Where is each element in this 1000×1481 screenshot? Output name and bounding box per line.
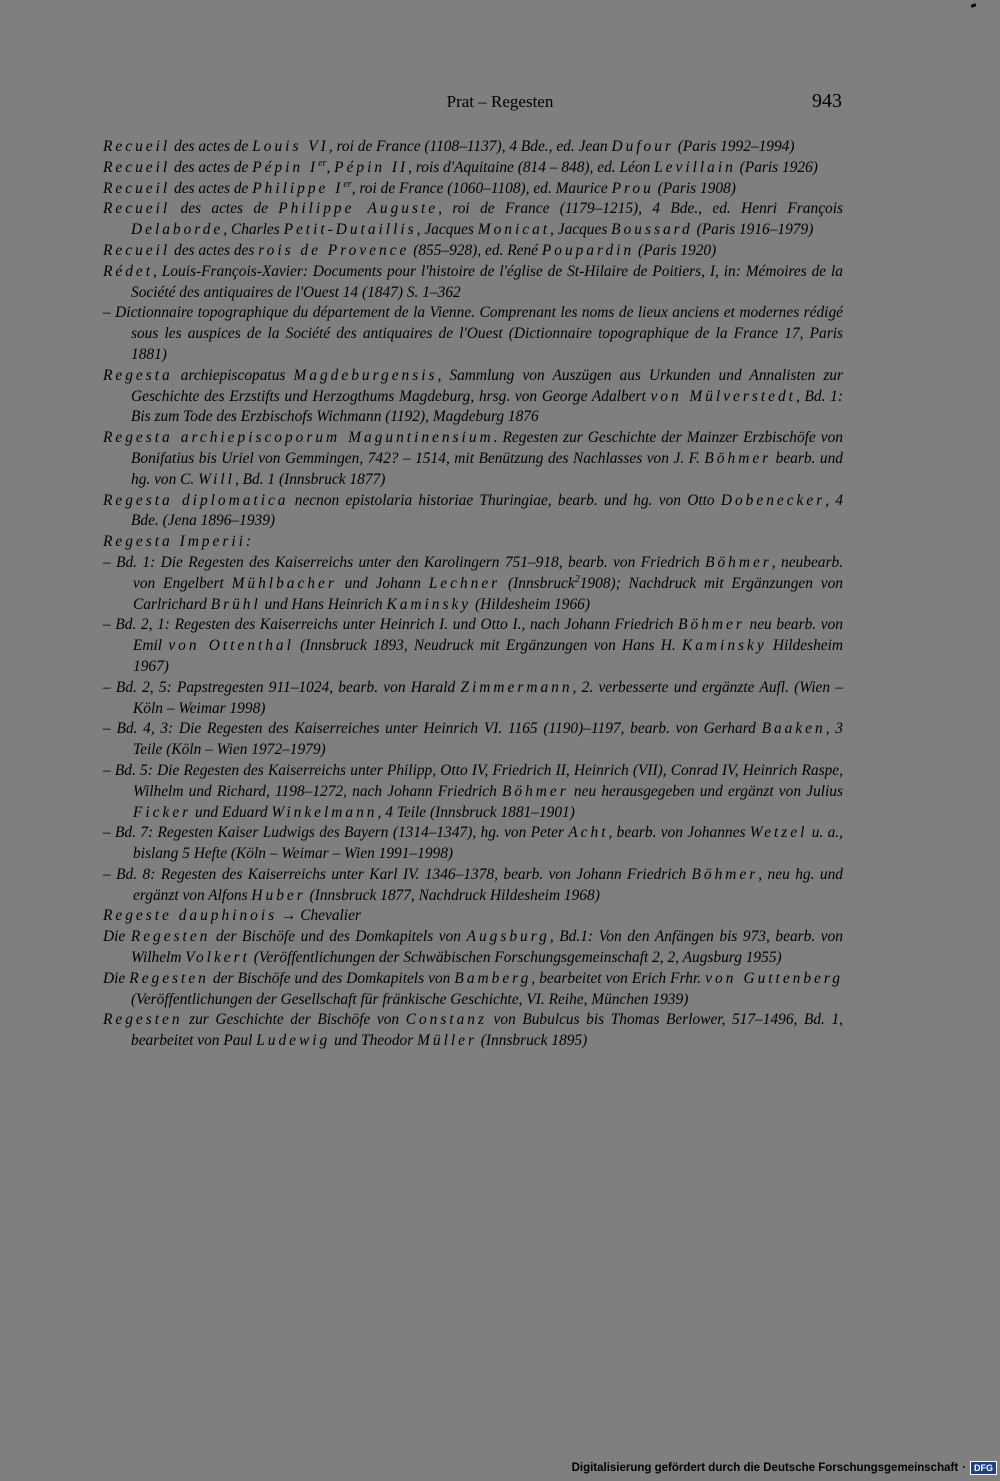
entry-text: (Innsbruck	[500, 574, 575, 592]
spaced-name: Wetzel	[749, 824, 808, 842]
spaced-name: Augsburg	[466, 928, 550, 946]
spaced-name: von Guttenberg	[705, 969, 843, 987]
bibliography-entry-provence	[103, 241, 843, 262]
entry-text: , 4 Bde. (Jena 1896–1939)	[131, 491, 844, 530]
entry-text: – Bd. 5: Die Regesten des Kaiserreichs unter Philipp, Otto IV, Friedrich II, Heinrich (VII), Conrad IV, Heinrich Raspe, Wilhelm und Richard, 1198–1272, nach Johann Friedrich	[103, 761, 843, 800]
entry-text: , 2. verbesserte und ergänzte Aufl. (Wien – Köln – Weimar 1998)	[133, 678, 843, 717]
entry-text: , neu hg. und ergänzt von Alfons	[133, 865, 843, 904]
spaced-name: Regesten	[129, 969, 209, 987]
entry-text: 1908); Nachdruck mit Ergänzungen von Carlrichard	[133, 574, 843, 613]
entry-text: – Bd. 4, 3: Die Regesten des Kaiserreiches unter Heinrich VI. 1165 (1190)–1197, bearb. von Gerhard	[103, 720, 762, 738]
entry-text: des actes de	[170, 200, 279, 218]
entry-text: Hildesheim 1967)	[133, 637, 844, 675]
spaced-name: Bamberg	[454, 969, 532, 987]
superscript: er	[343, 178, 352, 190]
entry-text: , bearbeitet von Erich Frhr.	[531, 969, 706, 987]
entry-text: necnon epistolaria historiae Thuringiae, bearb. und hg. von Otto	[288, 491, 721, 509]
spaced-name: Regesta	[103, 366, 173, 384]
entry-text: – Bd. 1: Die Regesten des Kaiserreichs unter den Karolingern 751–918, bearb. von Friedrich	[103, 553, 706, 571]
spaced-name: von Mülverstedt	[650, 387, 796, 405]
superscript: er	[318, 157, 327, 169]
entry-text: – Bd. 2, 5: Papstregesten 911–1024, bearb. von Harald	[103, 678, 461, 696]
entry-text: , roi de France (1060–1108), ed. Maurice	[351, 179, 612, 197]
superscript: 2	[574, 573, 580, 585]
spaced-name: Magdeburgensis	[293, 366, 438, 384]
spaced-name: rois de Provence	[258, 241, 410, 259]
entry-text: neu bearb. von Emil	[133, 616, 843, 655]
bibliography-entry-regesten-augsburg	[103, 927, 843, 969]
entry-text: (Veröffentlichungen der Gesellschaft für fränkische Geschichte, VI. Reihe, München 1939)	[131, 990, 689, 1008]
bibliography-entry-ri-2-1	[103, 615, 843, 677]
entry-text: (855–928), ed. René	[409, 241, 542, 259]
dfg-logo: DFG	[970, 1461, 997, 1475]
entry-text: , 3 Teile (Köln – Wien 1972–1979)	[133, 720, 844, 759]
footer-credit: Digitalisierung gefördert durch die Deutsche Forschungsgemeinschaft	[571, 1462, 959, 1474]
spaced-name: Böhmer	[704, 449, 772, 467]
entry-text: Die	[103, 928, 131, 946]
bibliography-entry-regeste-dauphinois	[103, 906, 843, 927]
spaced-name: Ludewig	[256, 1032, 331, 1050]
entry-text: → Chevalier	[277, 907, 361, 925]
bibliography-entry-pepin	[103, 158, 843, 179]
bibliography-entry-regesta-thuringiae	[103, 491, 843, 533]
entry-text: , 4 Teile (Innsbruck 1881–1901)	[377, 803, 575, 821]
spaced-name: Böhmer	[501, 782, 569, 800]
spaced-name: Ficker	[133, 803, 192, 821]
entry-text: Die	[103, 969, 130, 987]
entry-text: (Paris 1992–1994)	[673, 138, 795, 155]
spaced-name: Regeste dauphinois	[103, 907, 278, 925]
entry-text: (Paris 1926)	[735, 158, 818, 176]
spaced-name: Pépin I	[252, 158, 319, 176]
spaced-name: Huber	[251, 886, 306, 904]
entry-text: , Charles	[223, 221, 284, 239]
entry-text: – Bd. 8: Regesten des Kaiserreichs unter Karl IV. 1346–1378, bearb. von Johann Friedrich	[103, 865, 692, 883]
entry-text: des actes de	[170, 158, 253, 176]
entry-text: , Jacques	[550, 221, 612, 239]
entry-text: u. a., bislang 5 Hefte (Köln – Weimar – Wien 1991–1998)	[133, 824, 843, 863]
spaced-name: Recueil	[103, 158, 171, 176]
entry-text: des actes de	[170, 179, 253, 197]
spaced-name: Recueil	[103, 179, 171, 197]
entry-text: neu herausgegeben und ergänzt von Julius	[568, 782, 843, 800]
spaced-name: Pépin II	[334, 158, 409, 176]
spaced-name: Dobenecker	[720, 491, 826, 509]
spaced-name: Zimmermann	[460, 678, 573, 696]
entry-text: des actes de	[170, 138, 253, 155]
bibliography-entry-ri-8	[103, 865, 843, 907]
spaced-name: Rédet	[103, 262, 154, 280]
spaced-name: Kaminsky	[386, 595, 472, 613]
spaced-name: Böhmer	[678, 616, 745, 634]
spaced-name: Recueil	[103, 241, 171, 259]
entry-text: (Paris 1920)	[634, 241, 717, 259]
spaced-name: Lechner	[428, 574, 501, 592]
bibliography-list	[103, 137, 843, 1052]
spaced-name: Regesta archiepiscoporum Maguntinensium	[103, 429, 494, 447]
bibliography-entry-ri-1	[103, 553, 843, 615]
entry-text: , Bd. 1 (Innsbruck 1877)	[234, 470, 386, 488]
spaced-name: Recueil	[103, 138, 171, 155]
entry-text: , Sammlung von Auszügen aus Urkunden und Annalisten zur Geschichte des Erzstifts und Herzogthums Magdeburg, hrsg. von George Adalbert	[131, 366, 843, 405]
entry-text: , Bd.1: Von den Anfängen bis 973, bearb. von Wilhelm	[131, 928, 843, 967]
entry-text: und Theodor	[330, 1032, 418, 1050]
entry-text: , roi de France (1179–1215), 4 Bde., ed. Henri François	[438, 200, 843, 218]
bibliography-entry-redet-dict	[103, 303, 843, 365]
spaced-name: Prou	[611, 179, 654, 197]
spaced-name: Boussard	[611, 221, 693, 239]
entry-text: (Veröffentlichungen der Schwäbischen Forschungsgemeinschaft 2, 2, Augsburg 1955)	[249, 949, 782, 967]
entry-text: ,	[326, 158, 335, 176]
spaced-name: Mühlbacher	[231, 574, 337, 592]
entry-text: (Innsbruck 1877, Nachdruck Hildesheim 1968)	[305, 886, 600, 904]
bibliography-entry-ri-7	[103, 823, 843, 865]
entry-text: und Eduard	[191, 803, 272, 821]
spaced-name: Regesta diplomatica	[103, 491, 289, 509]
bibliography-entry-ri-5	[103, 761, 843, 823]
spaced-name: Acht	[568, 824, 609, 842]
spaced-name: Poupardin	[541, 241, 635, 259]
running-head: Prat – Regesten	[446, 92, 554, 111]
entry-text: (Innsbruck 1895)	[476, 1032, 588, 1050]
bibliography-entry-ri-4-3	[103, 719, 843, 761]
bibliography-entry-louis-vi	[103, 137, 843, 158]
entry-text: und Hans Heinrich	[260, 595, 387, 613]
bibliography-entry-regesten-bamberg	[103, 969, 843, 1011]
spaced-name: Will	[198, 470, 235, 488]
entry-text: – Bd. 2, 1: Regesten des Kaiserreichs unter Heinrich I. und Otto I., nach Johann Friedrich	[103, 616, 679, 634]
entry-text: archiepiscopatus	[172, 366, 294, 384]
entry-text: bearb. und hg. von C.	[131, 449, 843, 488]
entry-text: – Dictionnaire topographique du département de la Vienne. Comprenant les noms de lieux anciens et modernes rédigé sous les auspices de la Société des antiquaires de l'Ouest (Dictionnaire topographique de la France 17, Paris 1881)	[103, 304, 843, 363]
spaced-name: Louis VI	[252, 138, 329, 155]
entry-text: . Regesten zur Geschichte der Mainzer Erzbischöfe von Bonifatius bis Uriel von Gemmingen, 742? – 1514, mit Benützung des Nachlasses von J. F.	[131, 429, 843, 467]
bibliography-entry-regesta-imperii	[103, 532, 843, 553]
spaced-name: Regesta Imperii	[103, 533, 246, 551]
entry-text: , roi de France (1108–1137), 4 Bde., ed. Jean	[328, 138, 612, 155]
bibliography-entry-philippe-auguste	[103, 199, 843, 241]
spaced-name: Petit-Dutaillis	[283, 221, 417, 239]
bibliography-entry-regesta-mainz	[103, 428, 843, 490]
scan-corner-mark	[971, 3, 977, 8]
spaced-name: Dufour	[611, 138, 674, 155]
entry-text: des actes des	[170, 241, 259, 259]
footer	[572, 1461, 997, 1475]
entry-text: – Bd. 7: Regesten Kaiser Ludwigs des Bayern (1314–1347), hg. von Peter	[103, 824, 569, 842]
page-number: 943	[812, 90, 842, 112]
entry-text: , Bd. 1: Bis zum Tode des Erzbischofs Wichmann (1192), Magdeburg 1876	[131, 387, 843, 426]
entry-text: und Johann	[336, 574, 429, 592]
entry-text: der Bischöfe und des Domkapitels von	[208, 969, 455, 987]
spaced-name: Volkert	[185, 949, 250, 967]
entry-text: :	[245, 533, 252, 551]
spaced-name: Delaborde	[131, 221, 224, 239]
spaced-name: Constanz	[405, 1011, 487, 1029]
entry-text: (Innsbruck 1893, Neudruck mit Ergänzungen von Hans H.	[293, 637, 682, 655]
spaced-name: von Ottenthal	[168, 637, 294, 655]
spaced-name: Winkelmann	[271, 803, 378, 821]
spaced-name: Kaminsky	[681, 637, 767, 655]
entry-text: , rois d'Aquitaine (814 – 848), ed. Léon	[408, 158, 655, 176]
entry-text: , bearb. von Johannes	[608, 824, 750, 842]
spaced-name: Philippe Auguste	[278, 200, 439, 218]
bibliography-entry-regesta-magdeburg	[103, 366, 843, 428]
entry-text: der Bischöfe und des Domkapitels von	[210, 928, 467, 946]
spaced-name: Müller	[417, 1032, 477, 1050]
bibliography-entry-philippe-i	[103, 179, 843, 200]
spaced-name: Recueil	[103, 200, 171, 218]
spaced-name: Philippe I	[252, 179, 344, 197]
entry-text: von Bubulcus bis Thomas Berlower, 517–1496, Bd. 1, bearbeitet von Paul	[131, 1011, 843, 1050]
entry-text: , Louis-François-Xavier: Documents pour l'histoire de l'église de St-Hilaire de Poitiers, I, in: Mémoires de la Société des antiquaires de l'Ouest 14 (1847) S. 1–362	[131, 262, 843, 301]
entry-text: zur Geschichte der Bischöfe von	[182, 1011, 406, 1029]
entry-text: , neubearb. von Engelbert	[133, 553, 843, 592]
spaced-name: Brühl	[210, 595, 261, 613]
spaced-name: Regesten	[130, 928, 211, 946]
spaced-name: Böhmer	[691, 865, 759, 883]
entry-text: (Paris 1916–1979)	[692, 221, 814, 239]
spaced-name: Monicat	[477, 221, 551, 239]
bibliography-entry-redet	[103, 262, 843, 304]
spaced-name: Böhmer	[705, 553, 772, 571]
spaced-name: Levillain	[654, 158, 736, 176]
entry-text: (Paris 1908)	[653, 179, 736, 197]
spaced-name: Regesten	[103, 1011, 183, 1029]
entry-text: , Jacques	[416, 221, 478, 239]
entry-text: (Hildesheim 1966)	[471, 595, 590, 613]
spaced-name: Baaken	[761, 720, 826, 738]
bibliography-entry-regesten-constanz	[103, 1010, 843, 1052]
footer-separator: ·	[962, 1462, 966, 1474]
bibliography-entry-ri-2-5	[103, 678, 843, 720]
